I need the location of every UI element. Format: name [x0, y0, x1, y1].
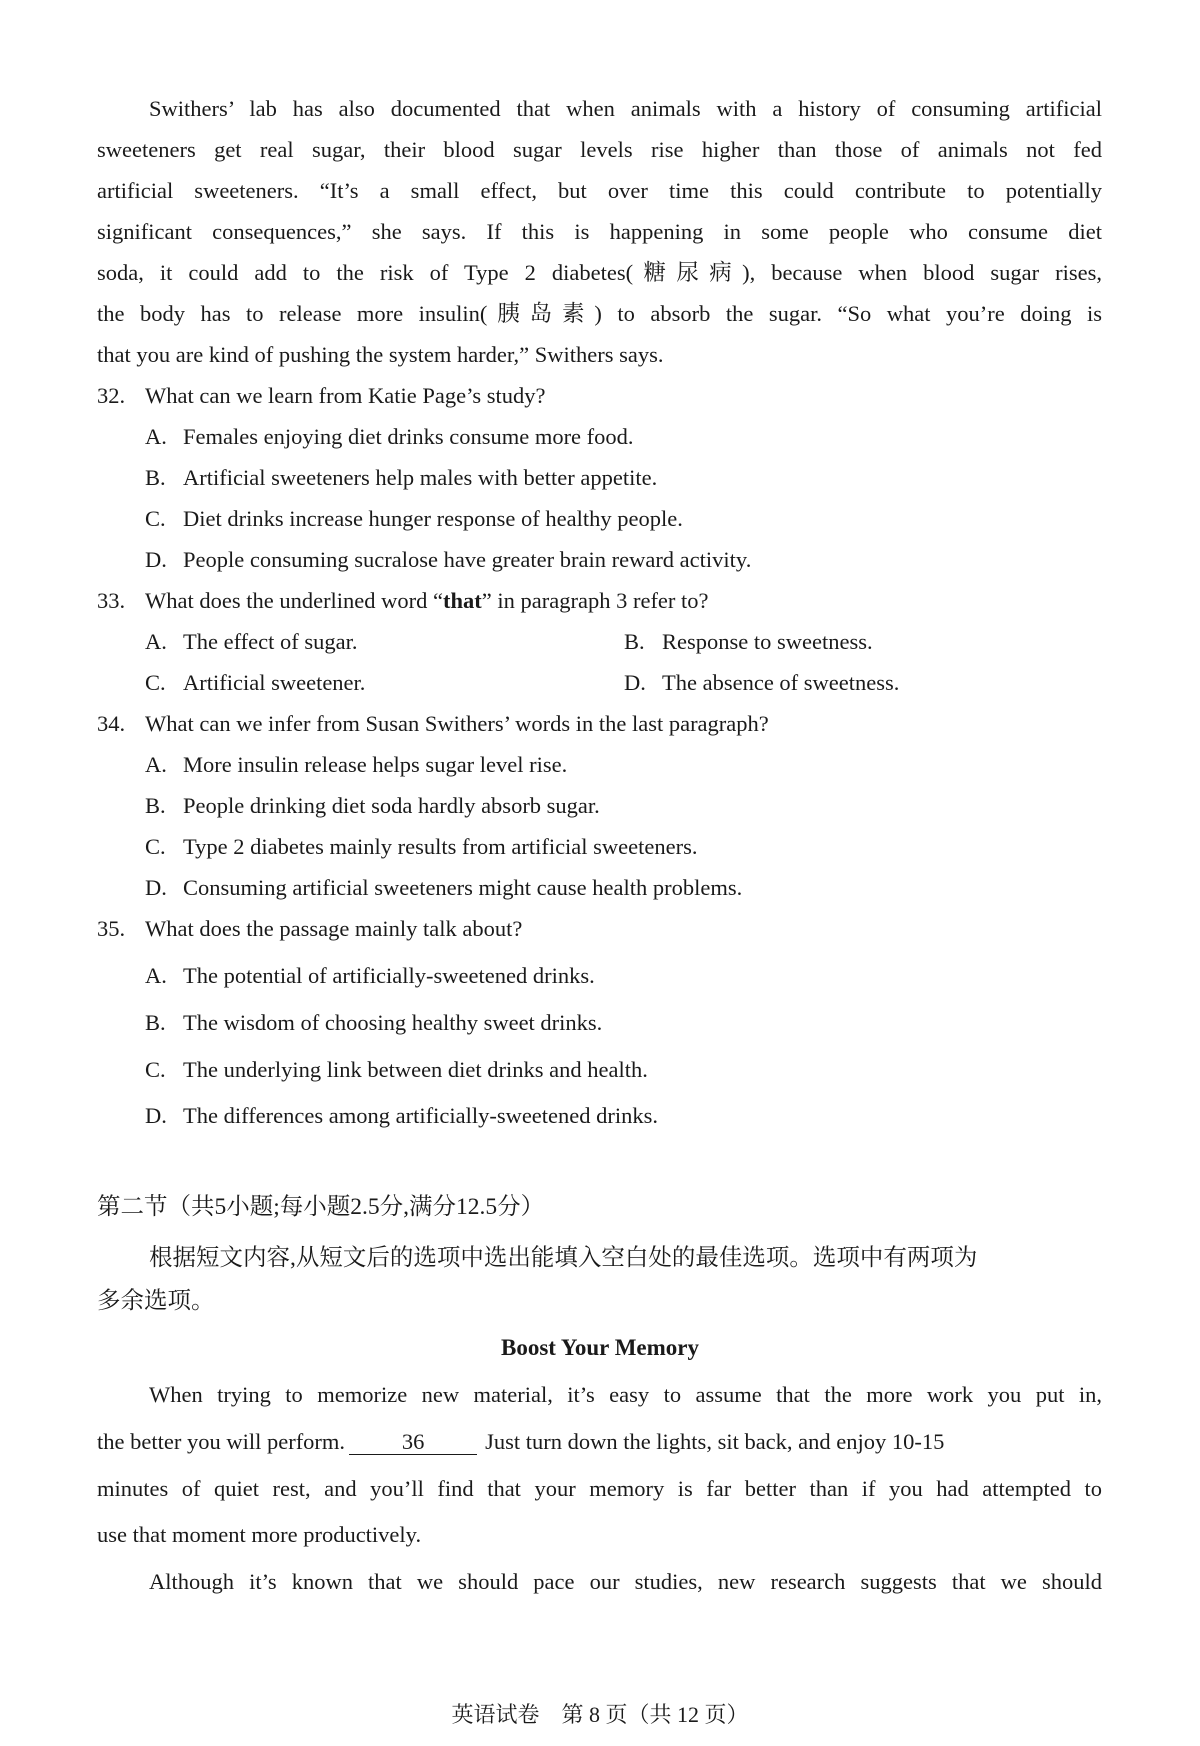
option-c: C. Diet drinks increase hunger response of healthy people.: [145, 506, 683, 531]
option-a: A. Females enjoying diet drinks consume more food.: [145, 424, 634, 449]
paragraph-line: minutes of quiet rest, and you’ll find that your memory is far better than if you had attempted to: [97, 1476, 1102, 1501]
question-number: 32.: [97, 383, 126, 408]
option-d: D. Consuming artificial sweeteners might cause health problems.: [145, 875, 743, 900]
section-instruction: 根据短文内容,从短文后的选项中选出能填入空白处的最佳选项。选项中有两项为: [149, 1245, 978, 1271]
page-footer: 英语试卷 第 8 页（共 12 页）: [451, 1702, 749, 1727]
paragraph-line: soda, it could add to the risk of Type 2 diabetes(糖尿病), because when blood sugar rises,: [97, 260, 1102, 285]
question-text: What can we learn from Katie Page’s study?: [145, 383, 546, 408]
paragraph-line: Although it’s known that we should pace our studies, new research suggests that we should: [149, 1569, 1102, 1594]
question-text: What does the underlined word “that” in paragraph 3 refer to?: [145, 588, 709, 613]
option-a: A. The effect of sugar.: [145, 629, 358, 654]
option-c: C. The underlying link between diet drinks and health.: [145, 1057, 648, 1082]
section-heading: 第二节（共5小题;每小题2.5分,满分12.5分）: [97, 1194, 545, 1220]
paragraph-line: use that moment more productively.: [97, 1522, 422, 1547]
paragraph-line: Swithers’ lab has also documented that when animals with a history of consuming artificial: [149, 96, 1102, 121]
question-number: 33.: [97, 588, 126, 613]
paragraph-line: When trying to memorize new material, it’s easy to assume that the more work you put in,: [149, 1382, 1102, 1407]
paragraph-line: significant consequences,” she says. If this is happening in some people who consume diet: [97, 219, 1102, 244]
option-a: A. More insulin release helps sugar level rise.: [145, 752, 568, 777]
option-c: C. Artificial sweetener.: [145, 670, 366, 695]
question-number: 34.: [97, 711, 126, 736]
option-d: D. The absence of sweetness.: [624, 670, 900, 695]
option-c: C. Type 2 diabetes mainly results from artificial sweeteners.: [145, 834, 698, 859]
option-d: D. The differences among artificially-sweetened drinks.: [145, 1103, 659, 1128]
paragraph-line: artificial sweeteners. “It’s a small effect, but over time this could contribute to potentially: [97, 178, 1102, 203]
option-d: D. People consuming sucralose have greater brain reward activity.: [145, 547, 752, 572]
option-b: B. Artificial sweeteners help males with better appetite.: [145, 465, 658, 490]
option-b: B. Response to sweetness.: [624, 629, 873, 654]
option-a: A. The potential of artificially-sweetened drinks.: [145, 963, 595, 988]
option-b: B. The wisdom of choosing healthy sweet drinks.: [145, 1010, 603, 1035]
paragraph-line: sweeteners get real sugar, their blood sugar levels rise higher than those of animals not fed: [97, 137, 1102, 162]
section-instruction: 多余选项。: [97, 1288, 215, 1314]
underlined-word: that: [443, 588, 482, 613]
paragraph-line: the body has to release more insulin(胰岛素) to absorb the sugar. “So what you’re doing is: [97, 301, 1102, 326]
question-text: What does the passage mainly talk about?: [145, 916, 523, 941]
question-text: What can we infer from Susan Swithers’ words in the last paragraph?: [145, 711, 769, 736]
passage-title: Boost Your Memory: [500, 1335, 700, 1360]
paragraph-line: the better you will perform. 36 Just turn down the lights, sit back, and enjoy 10-15: [97, 1429, 945, 1454]
option-b: B. People drinking diet soda hardly absorb sugar.: [145, 793, 600, 818]
answer-blank-36[interactable]: 36: [349, 1430, 477, 1455]
question-number: 35.: [97, 916, 126, 941]
paragraph-line: that you are kind of pushing the system harder,” Swithers says.: [97, 342, 664, 367]
